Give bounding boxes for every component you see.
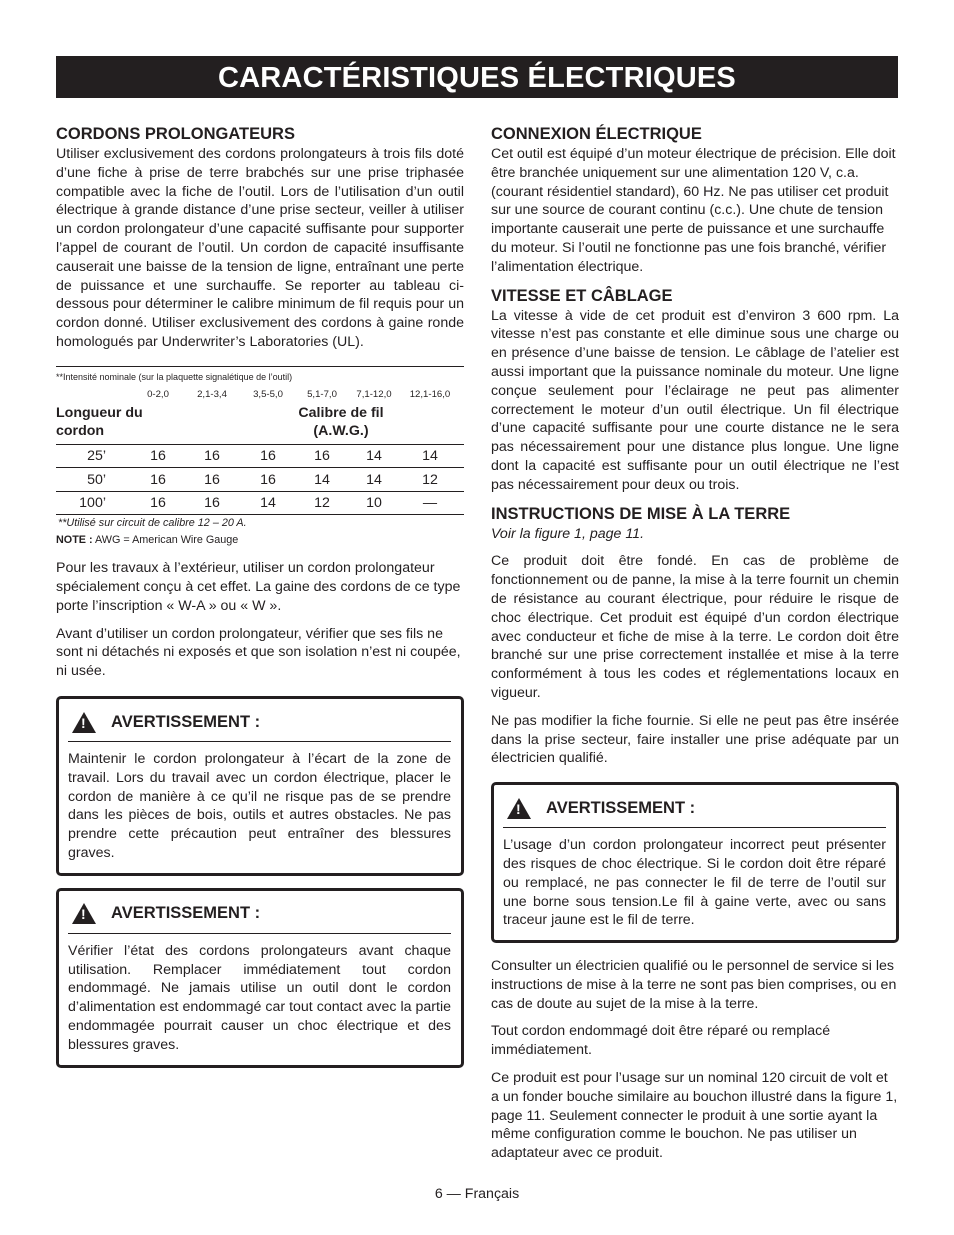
range-2: 2,1-3,4 [197, 388, 227, 400]
range-6: 12,1-16,0 [409, 388, 451, 400]
col-length-header: Longueur du cordon [56, 404, 143, 439]
warning-title: AVERTISSEMENT : [111, 904, 261, 923]
range-5: 7,1-12,0 [356, 388, 392, 400]
warning-box [491, 782, 899, 943]
table-row: 25’ 16 16 16 16 14 14 [56, 445, 464, 469]
warning-text: L’usage d’un cordon prolongateur incorrect peut présenter des risques de choc électrique. Si le cordon doit être réparé ou remplacé, ne pas connecter le fil de terre de l’outil sur une borne sous tension.Le fil à gaine verte, avec ou sans traceur jaune est le fil de terre. [503, 837, 886, 929]
warning-text: Vérifier l’état des cordons prolongateurs avant chaque utilisation. Remplacer immédiatement tout cordon endommagé. Ne jamais utilise un outil dont le cordon d’alimentation est endommagé car tout contact avec la partie endommagée pourrait causer un choc électrique et des blessures graves. [68, 942, 451, 1053]
page-footer: 6 — Français [434, 1186, 520, 1202]
inspection-paragraph: Avant d’utiliser un cordon prolongateur, vérifier que ses fils ne sont ni détachés ni exposés et que son isolation n’est ni coupée, ni usée. [56, 625, 461, 680]
warning-box [56, 888, 464, 1068]
extension-cord-table [56, 366, 464, 548]
warning-title: AVERTISSEMENT : [546, 798, 696, 817]
right-column [491, 124, 899, 1163]
range-1: 0-2,0 [147, 388, 169, 400]
warning-text: Maintenir le cordon prolongateur à l’écart de la zone de travail. Lors du travail avec un cordon électrique, placer le cordon de manière à ce qu’il ne risque pas de se prendre dans les pièces de bois, outils et autres obstacles. Ne pas prendre cette précaution peut entraîner des blessures graves. [68, 751, 451, 862]
circuit-paragraph: Ce produit est pour l’usage sur un nominal 120 circuit de volt et a un fonder bouche similaire au bouchon illustré dans la figure 1, page 11. Seulement connecter le produit à une sortie ayant la même configuration comme le bouchon. Ne pas utiliser un adaptateur avec ce produit. [491, 1070, 898, 1162]
warning-box [56, 696, 464, 876]
vitesse-heading: VITESSE ET CÂBLAGE [491, 286, 673, 305]
warning-triangle-icon [72, 903, 96, 924]
range-3: 3,5-5,0 [253, 388, 283, 400]
col-gauge-header: Calibre de fil (A.W.G.) [298, 404, 384, 439]
terre-text-2: Ne pas modifier la fiche fournie. Si elle ne peut pas être insérée dans la prise secteur, faire installer une prise adéquate par un électricien qualifié. [491, 712, 899, 767]
connexion-text: Cet outil est équipé d’un moteur électrique de précision. Elle doit être branchée uniquement sur une alimentation 120 V, c.a. (courant résidentiel standard), 60 Hz. Ne pas utiliser cet produit sur une source de courant continu (c.c.). Une chute de tension importante causerait une perte de puissance et une surchauffe du moteur. Si l’outil ne fonctionne pas une fois branché, vérifier l’alimentation électrique. [491, 146, 896, 275]
table-top-note: **Intensité nominale (sur la plaquette signalétique de l’outil) [56, 371, 293, 382]
warning-title: AVERTISSEMENT : [111, 712, 261, 731]
vitesse-text: La vitesse à vide de cet produit est d’environ 3 600 rpm. La vitesse n’est pas constante et elle diminue sous une charge ou en présence d’une baisse de tension. Le câblage de l’atelier est aussi important que la puissance nominale du moteur. Une ligne conçue seulement pour l’éclairage ne peut pas alimenter correctement le moteur d’un outil électrique. Un fil électrique d’une capacité suffisante pour une courte distance ne le sera pas nécessairement pour une distance plus longue. Une ligne dont la capacité est suffisante pour un outil électrique ne l’est pas nécessairement pour deux ou trois. [491, 307, 899, 493]
table-row: 100’ 16 16 14 12 10 — [56, 492, 464, 516]
electrician-paragraph: Consulter un électricien qualifié ou le personnel de service si les instructions de mise à la terre ne sont pas bien comprises, ou en cas de doute au sujet de la mise à la terre. [491, 958, 897, 1012]
damaged-cord-paragraph: Tout cordon endommagé doit être réparé ou remplacé immédiatement. [491, 1023, 831, 1059]
outdoor-paragraph: Pour les travaux à l’extérieur, utiliser un cordon prolongateur spécialement conçu à cet effet. La gaine des cordons de ce type porte l’inscription « W-A » ou « W ». [56, 560, 461, 614]
table-header [56, 404, 464, 445]
table-footnote: **Utilisé sur circuit de calibre 12 – 20 A. [58, 517, 247, 530]
cordons-heading: CORDONS PROLONGATEURS [56, 125, 295, 143]
range-4: 5,1-7,0 [307, 388, 337, 400]
amperage-ranges [56, 389, 464, 400]
terre-heading: INSTRUCTIONS DE MISE À LA TERRE [491, 504, 791, 523]
left-column [56, 124, 464, 1068]
warning-triangle-icon [72, 712, 96, 733]
page-title: CARACTÉRISTIQUES ÉLECTRIQUES [56, 56, 898, 98]
connexion-heading: CONNEXION ÉLECTRIQUE [491, 125, 702, 143]
terre-reference: Voir la figure 1, page 11. [491, 525, 645, 542]
cordons-text: Utiliser exclusivement des cordons prolongateurs à trois fils doté d’une fiche à prise de terre brabchés sur une prise triphasée compatible avec la fiche de l’outil. Lors de l’utilisation d’un outil électrique à grande distance d’une prise secteur, veiller à utiliser un cordon prolongateur d’une capacité suffisante pour supporter l’appel de courant de l’outil. Un cordon de capacité insuffisante causerait une baisse de la tension de ligne, entraînant une perte de puissance et une surchauffe. Se reporter au tableau ci-dessous pour déterminer le calibre minimum de fil requis pour un cordon donné. Utiliser exclusivement des cordons à gaine ronde homologués par Underwriter’s Laboratories (UL). [56, 146, 464, 350]
awg-note: NOTE : AWG = American Wire Gauge [56, 534, 239, 547]
table-row: 50’ 16 16 16 14 14 12 [56, 468, 464, 492]
terre-text-1: Ce produit doit être fondé. En cas de problème de fonctionnement ou de panne, la mise à la terre fournit un chemin de résistance au courant électrique, pour réduire le risque de choc électrique. Cet produit est équipé d’un cordon électrique avec conducteur et fiche de mise à la terre. Le cordon doit être branché sur une prise correctement installée et mise à la terre conformément à tous les codes et réglementations locaux en vigueur. [491, 553, 899, 701]
warning-triangle-icon [507, 798, 531, 819]
